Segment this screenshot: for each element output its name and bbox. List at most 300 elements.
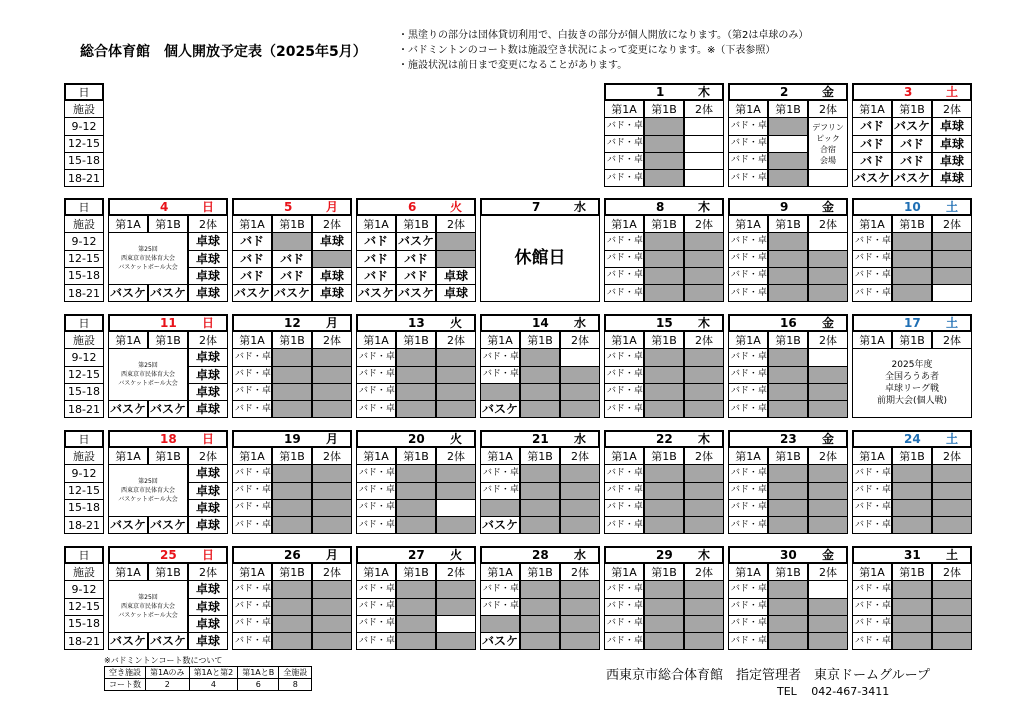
open-slot: バド・卓 xyxy=(604,169,644,187)
open-slot: バド xyxy=(892,135,932,153)
day-of-week: 火 xyxy=(450,316,463,331)
court-value: 4 xyxy=(189,679,238,691)
facility-header: 第1B xyxy=(768,563,808,581)
open-slot: バド・卓 xyxy=(604,135,644,153)
open-slot: バスケ xyxy=(148,400,188,418)
time-slot-label: 12-15 xyxy=(64,366,104,384)
time-slot-label: 18-21 xyxy=(64,169,104,187)
day-number: 30 xyxy=(780,548,797,563)
day-of-week: 金 xyxy=(822,432,835,447)
facility-header: 2体 xyxy=(188,563,228,581)
day-number: 12 xyxy=(284,316,301,331)
facility-header: 2体 xyxy=(312,563,352,581)
day-header xyxy=(356,314,476,332)
reserved-slot xyxy=(932,580,972,598)
open-slot: バド xyxy=(852,117,892,135)
reserved-slot xyxy=(644,400,684,418)
open-slot: バド・卓 xyxy=(604,464,644,482)
open-slot: バド・卓 xyxy=(604,250,644,268)
open-slot xyxy=(808,169,848,187)
open-slot: 卓球 xyxy=(188,383,228,401)
facility-header: 2体 xyxy=(808,563,848,581)
reserved-slot xyxy=(768,516,808,534)
facility-header: 第1A xyxy=(480,447,520,465)
open-slot: バド・卓 xyxy=(356,632,396,650)
reserved-slot xyxy=(560,516,600,534)
open-slot: 卓球 xyxy=(188,250,228,268)
event-note: 第25回 西東京市民体育大会 バスケットボール大会 xyxy=(108,464,188,517)
day-header xyxy=(728,430,848,448)
open-slot: バド xyxy=(232,267,272,285)
note-1: ・黒塗りの部分は団体貸切利用で、白抜きの部分が個人開放になります。（第2は卓球のみ） xyxy=(398,30,809,41)
facility-header: 2体 xyxy=(560,563,600,581)
open-slot: 卓球 xyxy=(188,580,228,598)
open-slot: バド・卓 xyxy=(480,598,520,616)
open-slot: バド・卓 xyxy=(728,464,768,482)
open-slot: バド・卓 xyxy=(728,383,768,401)
open-slot: バスケ xyxy=(148,284,188,302)
facility-header: 第1B xyxy=(892,331,932,349)
day-of-week: 土 xyxy=(946,200,959,215)
open-slot: バド xyxy=(852,135,892,153)
day-number: 11 xyxy=(160,316,177,331)
open-slot: バド・卓 xyxy=(232,632,272,650)
reserved-slot xyxy=(436,580,476,598)
open-slot: バド・卓 xyxy=(604,267,644,285)
day-header xyxy=(852,83,972,101)
reserved-slot xyxy=(768,232,808,250)
facility-header: 第1B xyxy=(892,100,932,118)
time-slot-label: 15-18 xyxy=(64,615,104,633)
facility-header: 第1A xyxy=(852,100,892,118)
reserved-slot xyxy=(808,267,848,285)
reserved-slot xyxy=(892,499,932,517)
reserved-slot xyxy=(436,348,476,366)
day-header xyxy=(480,314,600,332)
reserved-slot xyxy=(312,580,352,598)
open-slot: バド・卓 xyxy=(728,482,768,500)
reserved-slot xyxy=(436,232,476,250)
reserved-slot xyxy=(684,632,724,650)
facility-header: 第1B xyxy=(892,563,932,581)
open-slot: バド・卓 xyxy=(852,284,892,302)
day-number: 15 xyxy=(656,316,673,331)
day-header xyxy=(232,546,352,564)
day-label: 日 xyxy=(64,83,104,101)
event-note: 第25回 西東京市民体育大会 バスケットボール大会 xyxy=(108,348,188,401)
open-slot: バド・卓 xyxy=(728,348,768,366)
facility-header: 2体 xyxy=(312,331,352,349)
reserved-slot xyxy=(520,580,560,598)
reserved-slot xyxy=(272,598,312,616)
day-of-week: 月 xyxy=(326,200,339,215)
open-slot: バド・卓 xyxy=(356,400,396,418)
open-slot: バスケ xyxy=(148,516,188,534)
open-slot: バド・卓 xyxy=(604,400,644,418)
facility-header: 第1A xyxy=(604,331,644,349)
facility-header: 第1B xyxy=(272,447,312,465)
reserved-slot xyxy=(892,482,932,500)
court-header: 第1Aと第2 xyxy=(189,667,238,679)
open-slot: バド・卓 xyxy=(728,250,768,268)
open-slot: バド・卓 xyxy=(728,615,768,633)
reserved-slot xyxy=(272,464,312,482)
reserved-slot xyxy=(684,383,724,401)
open-slot: 卓球 xyxy=(188,400,228,418)
reserved-slot xyxy=(932,482,972,500)
open-slot xyxy=(932,284,972,302)
facility-header: 第1A xyxy=(852,563,892,581)
page-title: 総合体育館 個人開放予定表（2025年5月） xyxy=(80,44,367,60)
facility-header: 2体 xyxy=(188,447,228,465)
day-header xyxy=(108,198,228,216)
open-slot: バド・卓 xyxy=(232,366,272,384)
reserved-slot xyxy=(684,464,724,482)
facility-header: 2体 xyxy=(932,563,972,581)
facility-header: 第1B xyxy=(272,331,312,349)
day-of-week: 金 xyxy=(822,316,835,331)
day-header xyxy=(852,314,972,332)
time-slot-label: 9-12 xyxy=(64,348,104,366)
reserved-slot xyxy=(520,366,560,384)
reserved-slot xyxy=(808,250,848,268)
court-value: 8 xyxy=(279,679,312,691)
day-of-week: 水 xyxy=(574,432,587,447)
facility-header: 第1A xyxy=(728,215,768,233)
reserved-slot xyxy=(560,482,600,500)
day-header xyxy=(108,546,228,564)
facility-header: 第1B xyxy=(272,215,312,233)
facility-label: 施設 xyxy=(64,331,104,349)
open-slot: バド・卓 xyxy=(232,615,272,633)
open-slot: バド・卓 xyxy=(852,267,892,285)
open-slot: バド・卓 xyxy=(604,117,644,135)
day-number: 1 xyxy=(656,85,665,100)
open-slot xyxy=(436,499,476,517)
reserved-slot xyxy=(436,482,476,500)
facility-header: 第1B xyxy=(148,331,188,349)
open-slot: バド・卓 xyxy=(728,499,768,517)
open-slot: バド・卓 xyxy=(728,169,768,187)
day-number: 13 xyxy=(408,316,425,331)
reserved-slot xyxy=(560,366,600,384)
open-slot: 卓球 xyxy=(188,348,228,366)
day-header xyxy=(728,314,848,332)
day-number: 14 xyxy=(532,316,549,331)
day-number: 18 xyxy=(160,432,177,447)
reserved-slot xyxy=(520,482,560,500)
open-slot xyxy=(436,615,476,633)
reserved-slot xyxy=(644,464,684,482)
reserved-slot xyxy=(684,482,724,500)
facility-header: 第1A xyxy=(108,215,148,233)
open-slot: バド・卓 xyxy=(604,580,644,598)
reserved-slot xyxy=(684,348,724,366)
reserved-slot xyxy=(644,117,684,135)
reserved-slot xyxy=(644,615,684,633)
open-slot: バスケ xyxy=(480,516,520,534)
day-number: 23 xyxy=(780,432,797,447)
reserved-slot xyxy=(312,632,352,650)
facility-header: 2体 xyxy=(436,447,476,465)
court-note: ※バドミントンコート数について xyxy=(104,656,223,665)
reserved-slot xyxy=(644,284,684,302)
reserved-slot xyxy=(560,580,600,598)
reserved-slot xyxy=(808,499,848,517)
open-slot: バド・卓 xyxy=(852,250,892,268)
facility-header: 2体 xyxy=(808,100,848,118)
court-table-value-row xyxy=(105,679,312,691)
facility-header: 第1B xyxy=(768,331,808,349)
open-slot xyxy=(808,348,848,366)
facility-header: 第1B xyxy=(892,215,932,233)
reserved-slot xyxy=(932,250,972,268)
reserved-slot xyxy=(560,464,600,482)
open-slot: 卓球 xyxy=(188,516,228,534)
day-of-week: 月 xyxy=(326,548,339,563)
reserved-slot xyxy=(768,366,808,384)
reserved-slot xyxy=(312,366,352,384)
open-slot: バド xyxy=(396,267,436,285)
day-label: 日 xyxy=(64,430,104,448)
reserved-slot xyxy=(520,499,560,517)
open-slot: バド xyxy=(272,250,312,268)
facility-header: 第1A xyxy=(356,331,396,349)
facility-header: 第1A xyxy=(108,563,148,581)
open-slot: 卓球 xyxy=(188,464,228,482)
court-value: 6 xyxy=(238,679,279,691)
facility-header: 第1A xyxy=(108,447,148,465)
facility-header: 第1A xyxy=(728,331,768,349)
reserved-slot xyxy=(644,366,684,384)
open-slot: バド・卓 xyxy=(728,632,768,650)
open-slot: バド xyxy=(892,152,932,170)
reserved-slot xyxy=(644,267,684,285)
reserved-slot xyxy=(892,250,932,268)
facility-header: 第1B xyxy=(768,215,808,233)
open-slot: バド・卓 xyxy=(852,482,892,500)
day-number: 21 xyxy=(532,432,549,447)
reserved-slot xyxy=(436,400,476,418)
note-2: ・バドミントンのコート数は施設空き状況によって変更になります。※（下表参照） xyxy=(398,45,776,56)
open-slot: 卓球 xyxy=(188,284,228,302)
reserved-slot xyxy=(520,516,560,534)
open-slot: バド・卓 xyxy=(232,499,272,517)
open-slot: バド・卓 xyxy=(356,499,396,517)
reserved-slot xyxy=(560,499,600,517)
reserved-slot xyxy=(932,615,972,633)
open-slot: バド・卓 xyxy=(480,366,520,384)
reserved-slot xyxy=(808,482,848,500)
open-slot xyxy=(684,135,724,153)
facility-header: 2体 xyxy=(808,447,848,465)
day-number: 22 xyxy=(656,432,673,447)
open-slot: バド・卓 xyxy=(728,267,768,285)
court-count-table xyxy=(104,666,312,691)
facility-header: 2体 xyxy=(560,447,600,465)
facility-header: 2体 xyxy=(684,215,724,233)
reserved-slot xyxy=(396,516,436,534)
open-slot: 卓球 xyxy=(188,499,228,517)
reserved-slot xyxy=(272,516,312,534)
day-number: 27 xyxy=(408,548,425,563)
facility-header: 第1A xyxy=(852,331,892,349)
open-slot: バド・卓 xyxy=(604,516,644,534)
day-number: 10 xyxy=(904,200,921,215)
time-slot-label: 9-12 xyxy=(64,580,104,598)
day-of-week: 土 xyxy=(946,316,959,331)
open-slot: バスケ xyxy=(108,632,148,650)
event-note: 第25回 西東京市民体育大会 バスケットボール大会 xyxy=(108,232,188,285)
reserved-slot xyxy=(520,400,560,418)
open-slot: バド・卓 xyxy=(480,348,520,366)
day-of-week: 火 xyxy=(450,432,463,447)
open-slot: バド xyxy=(232,250,272,268)
day-number: 19 xyxy=(284,432,301,447)
day-of-week: 火 xyxy=(450,200,463,215)
reserved-slot xyxy=(684,499,724,517)
open-slot: バド・卓 xyxy=(852,499,892,517)
reserved-slot xyxy=(684,400,724,418)
reserved-slot xyxy=(396,366,436,384)
event-note: 第25回 西東京市民体育大会 バスケットボール大会 xyxy=(108,580,188,633)
event-note: 2025年度 全国ろうあ者 卓球リーグ戦 前期大会(個人戦) xyxy=(852,348,972,418)
reserved-slot xyxy=(560,615,600,633)
day-of-week: 月 xyxy=(326,316,339,331)
open-slot: バスケ xyxy=(892,117,932,135)
day-of-week: 日 xyxy=(202,548,215,563)
court-row-label: コート数 xyxy=(105,679,146,691)
open-slot: バド・卓 xyxy=(728,366,768,384)
note-3: ・施設状況は前日まで変更になることがあります。 xyxy=(398,60,628,71)
open-slot: バド・卓 xyxy=(728,580,768,598)
facility-header: 第1A xyxy=(232,331,272,349)
reserved-slot xyxy=(520,632,560,650)
reserved-slot xyxy=(436,464,476,482)
open-slot: バド・卓 xyxy=(356,516,396,534)
open-slot: バド・卓 xyxy=(232,482,272,500)
facility-header: 2体 xyxy=(436,215,476,233)
day-number: 16 xyxy=(780,316,797,331)
facility-label: 施設 xyxy=(64,563,104,581)
facility-header: 2体 xyxy=(312,447,352,465)
open-slot: バド・卓 xyxy=(728,152,768,170)
day-header xyxy=(356,198,476,216)
open-slot: バド xyxy=(232,232,272,250)
facility-label: 施設 xyxy=(64,100,104,118)
reserved-slot xyxy=(808,383,848,401)
open-slot: 卓球 xyxy=(188,482,228,500)
open-slot: 卓球 xyxy=(188,598,228,616)
reserved-slot xyxy=(396,383,436,401)
reserved-slot xyxy=(436,516,476,534)
facility-header: 第1A xyxy=(232,215,272,233)
open-slot: バスケ xyxy=(396,284,436,302)
reserved-slot xyxy=(808,598,848,616)
day-header xyxy=(728,83,848,101)
open-slot: バスケ xyxy=(480,632,520,650)
time-slot-label: 15-18 xyxy=(64,267,104,285)
facility-header: 第1A xyxy=(480,563,520,581)
reserved-slot xyxy=(520,615,560,633)
open-slot: バド・卓 xyxy=(356,348,396,366)
day-of-week: 火 xyxy=(450,548,463,563)
reserved-slot xyxy=(272,632,312,650)
reserved-slot xyxy=(396,632,436,650)
time-slot-label: 15-18 xyxy=(64,499,104,517)
open-slot: バド・卓 xyxy=(852,580,892,598)
day-header xyxy=(232,430,352,448)
open-slot: バスケ xyxy=(148,632,188,650)
open-slot: バド・卓 xyxy=(232,464,272,482)
reserved-slot xyxy=(892,598,932,616)
facility-header: 2体 xyxy=(932,100,972,118)
facility-header: 2体 xyxy=(188,331,228,349)
open-slot: 卓球 xyxy=(312,284,352,302)
court-header: 第1Aのみ xyxy=(146,667,190,679)
reserved-slot xyxy=(272,580,312,598)
time-slot-label: 15-18 xyxy=(64,152,104,170)
open-slot: 卓球 xyxy=(932,152,972,170)
facility-header: 第1A xyxy=(232,563,272,581)
facility-header: 第1B xyxy=(396,447,436,465)
facility-header: 第1B xyxy=(892,447,932,465)
open-slot: バスケ xyxy=(396,232,436,250)
open-slot: 卓球 xyxy=(188,615,228,633)
reserved-slot xyxy=(436,632,476,650)
day-header xyxy=(728,198,848,216)
reserved-slot xyxy=(684,267,724,285)
facility-header: 2体 xyxy=(684,447,724,465)
time-slot-label: 12-15 xyxy=(64,250,104,268)
open-slot: バド・卓 xyxy=(728,516,768,534)
reserved-slot xyxy=(560,632,600,650)
court-header: 空き施設 xyxy=(105,667,146,679)
day-number: 28 xyxy=(532,548,549,563)
reserved-slot xyxy=(560,598,600,616)
reserved-slot xyxy=(684,615,724,633)
reserved-slot xyxy=(272,615,312,633)
facility-header: 第1B xyxy=(644,447,684,465)
open-slot: バド・卓 xyxy=(232,383,272,401)
day-header xyxy=(852,546,972,564)
day-label: 日 xyxy=(64,546,104,564)
reserved-slot xyxy=(312,598,352,616)
reserved-slot xyxy=(396,464,436,482)
open-slot: バド・卓 xyxy=(356,482,396,500)
open-slot: バド・卓 xyxy=(356,366,396,384)
time-slot-label: 18-21 xyxy=(64,284,104,302)
reserved-slot xyxy=(684,366,724,384)
open-slot: バド・卓 xyxy=(852,615,892,633)
time-slot-label: 18-21 xyxy=(64,632,104,650)
reserved-slot xyxy=(644,499,684,517)
day-of-week: 金 xyxy=(822,548,835,563)
reserved-slot xyxy=(272,482,312,500)
reserved-slot xyxy=(768,580,808,598)
reserved-slot xyxy=(684,250,724,268)
reserved-slot xyxy=(808,366,848,384)
facility-header: 第1A xyxy=(356,215,396,233)
open-slot xyxy=(808,580,848,598)
reserved-slot xyxy=(892,284,932,302)
open-slot: バド・卓 xyxy=(852,632,892,650)
facility-header: 第1A xyxy=(728,447,768,465)
day-of-week: 金 xyxy=(822,85,835,100)
time-slot-label: 15-18 xyxy=(64,383,104,401)
open-slot: バスケ xyxy=(852,169,892,187)
open-slot: バド・卓 xyxy=(604,284,644,302)
